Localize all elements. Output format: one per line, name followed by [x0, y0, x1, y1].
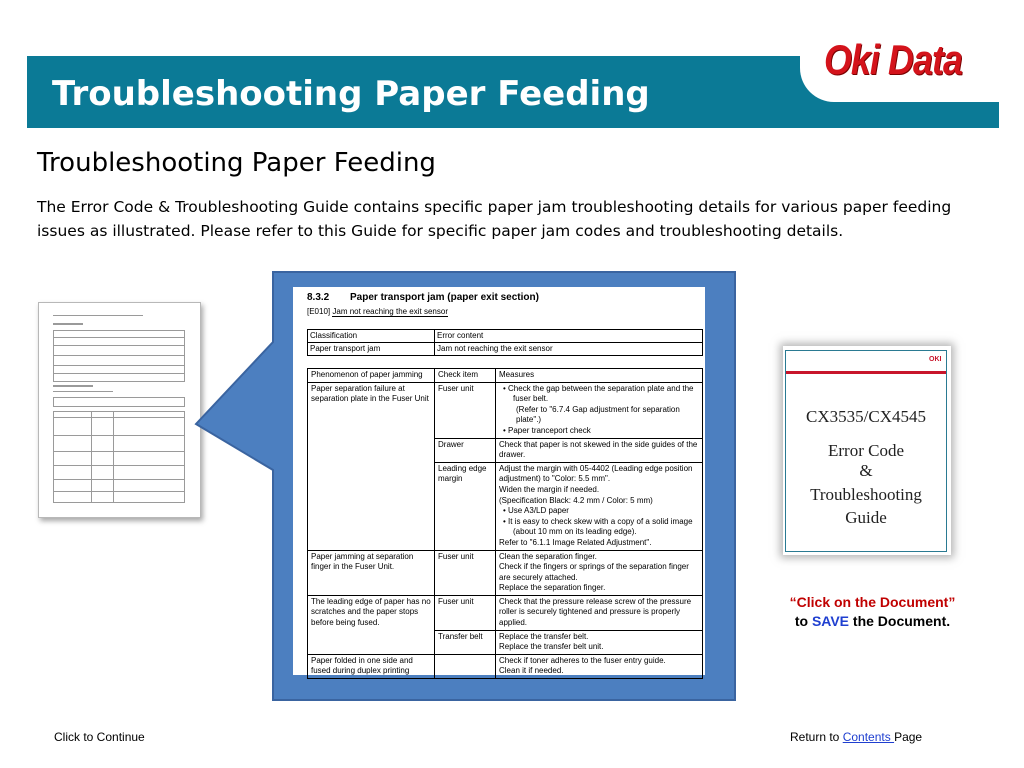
booklet-title-line: Troubleshooting: [810, 485, 922, 504]
section-title: Troubleshooting Paper Feeding: [37, 148, 436, 178]
error-content-header: Error content: [435, 330, 703, 343]
table-row: [308, 382, 703, 438]
measure-line: Refer to "6.1.1 Image Related Adjustment".: [499, 537, 652, 547]
contents-link[interactable]: Contents: [842, 730, 895, 744]
col-phenomenon: Phenomenon of paper jamming: [308, 369, 435, 383]
doc-error-line: [307, 307, 448, 316]
booklet-oki-logo: OKI: [929, 356, 942, 363]
page-suffix: Page: [894, 730, 923, 744]
measure-line: • It is easy to check skew with a copy of a solid image (about 10 mm on its leading edge).: [503, 516, 693, 537]
phenomenon-cell: Paper folded in one side and fused during duplex printing: [308, 654, 435, 678]
doc-error-code: [E010]: [307, 307, 331, 316]
troubleshooting-table: [307, 368, 703, 679]
check-cell: Drawer: [435, 438, 496, 462]
click-note-to: to: [794, 613, 809, 629]
return-to-contents: [790, 730, 922, 744]
phenomenon-cell: Paper separation failure at separation plate in the Fuser Unit: [308, 382, 435, 550]
check-cell: [435, 654, 496, 678]
classification-header: Classification: [308, 330, 435, 343]
measure-line: • Check the gap between the separation plate and the fuser belt.: [503, 383, 694, 404]
error-code-guide-document[interactable]: [783, 346, 951, 555]
classification-value: Paper transport jam: [308, 343, 435, 356]
doc-section-title: Paper transport jam (paper exit section): [350, 292, 539, 303]
measures-cell: Check that paper is not skewed in the side guides of the drawer.: [496, 438, 703, 462]
booklet-model: CX3535/CX4545: [806, 407, 926, 426]
booklet-title-line: Guide: [845, 508, 887, 527]
measure-line: • Paper tranceport check: [503, 425, 591, 435]
measures-cell: Check that the pressure release screw of the pressure roller is securely tightened and pressure is properly applied.: [496, 595, 703, 630]
table-row: [308, 595, 703, 630]
booklet-cover: [785, 350, 947, 552]
booklet-title-line: &: [859, 461, 873, 480]
measure-line: • Use A3/LD paper: [503, 506, 569, 516]
intro-paragraph: The Error Code & Troubleshooting Guide contains specific paper jam troubleshooting details for various paper feeding issues as illustrated. Please refer to this Guide for specific paper jam codes and troubleshooting details.: [37, 198, 952, 240]
measures-cell: [496, 630, 703, 654]
check-cell: Transfer belt: [435, 630, 496, 654]
booklet-title-line: Error Code: [827, 441, 904, 460]
phenomenon-cell: Paper jamming at separation finger in the Fuser Unit.: [308, 550, 435, 595]
col-measures: Measures: [496, 369, 703, 383]
measure-line: (Refer to "6.7.4 Gap adjustment for separation plate".): [516, 404, 680, 425]
check-cell: Fuser unit: [435, 550, 496, 595]
document-page[interactable]: [293, 287, 705, 675]
page-title: Troubleshooting Paper Feeding: [52, 74, 650, 114]
classification-table: [307, 329, 703, 356]
click-note-save: SAVE: [811, 613, 850, 629]
return-prefix: Return to: [790, 730, 840, 744]
measure-line: (Specification Black: 4.2 mm / Color: 5 mm): [499, 495, 653, 505]
measures-cell: [496, 382, 703, 438]
measures-cell: [496, 462, 703, 550]
measure-line: Replace the transfer belt.: [499, 631, 589, 641]
click-document-note: [760, 593, 985, 631]
check-cell: Fuser unit: [435, 595, 496, 630]
measure-line: Adjust the margin with 05-4402 (Leading edge position adjustment) to "Color: 5.5 mm".: [499, 463, 693, 484]
doc-section-number: 8.3.2: [307, 292, 330, 303]
click-note-rest: the Document.: [852, 613, 951, 629]
doc-section-heading: [307, 292, 539, 303]
booklet-red-bar: [786, 371, 946, 374]
measure-line: Check if toner adheres to the fuser entry guide.: [499, 655, 666, 665]
col-check-item: Check item: [435, 369, 496, 383]
click-to-continue[interactable]: Click to Continue: [54, 730, 145, 744]
doc-error-desc: Jam not reaching the exit sensor: [332, 307, 448, 316]
measures-cell: [496, 550, 703, 595]
measure-line: Clean it if needed.: [499, 666, 564, 676]
measure-line: Clean the separation finger.: [499, 551, 597, 561]
click-note-line1: “Click on the Document”: [789, 594, 956, 610]
measures-cell: [496, 654, 703, 678]
table-row: [308, 550, 703, 595]
measure-line: Replace the separation finger.: [499, 583, 606, 593]
measure-line: Replace the transfer belt unit.: [499, 642, 604, 652]
check-cell: Fuser unit: [435, 382, 496, 438]
click-note-line2: [760, 612, 985, 631]
phenomenon-cell: The leading edge of paper has no scratches and the paper stops before being fused.: [308, 595, 435, 654]
measure-line: Widen the margin if needed.: [499, 484, 600, 494]
check-cell: Leading edge margin: [435, 462, 496, 550]
table-header-row: [308, 369, 703, 383]
table-row: [308, 654, 703, 678]
oki-data-logo: Oki Data: [824, 36, 963, 83]
measure-line: Check if the fingers or springs of the separation finger are securely attached.: [499, 562, 689, 582]
error-content-value: Jam not reaching the exit sensor: [435, 343, 703, 356]
